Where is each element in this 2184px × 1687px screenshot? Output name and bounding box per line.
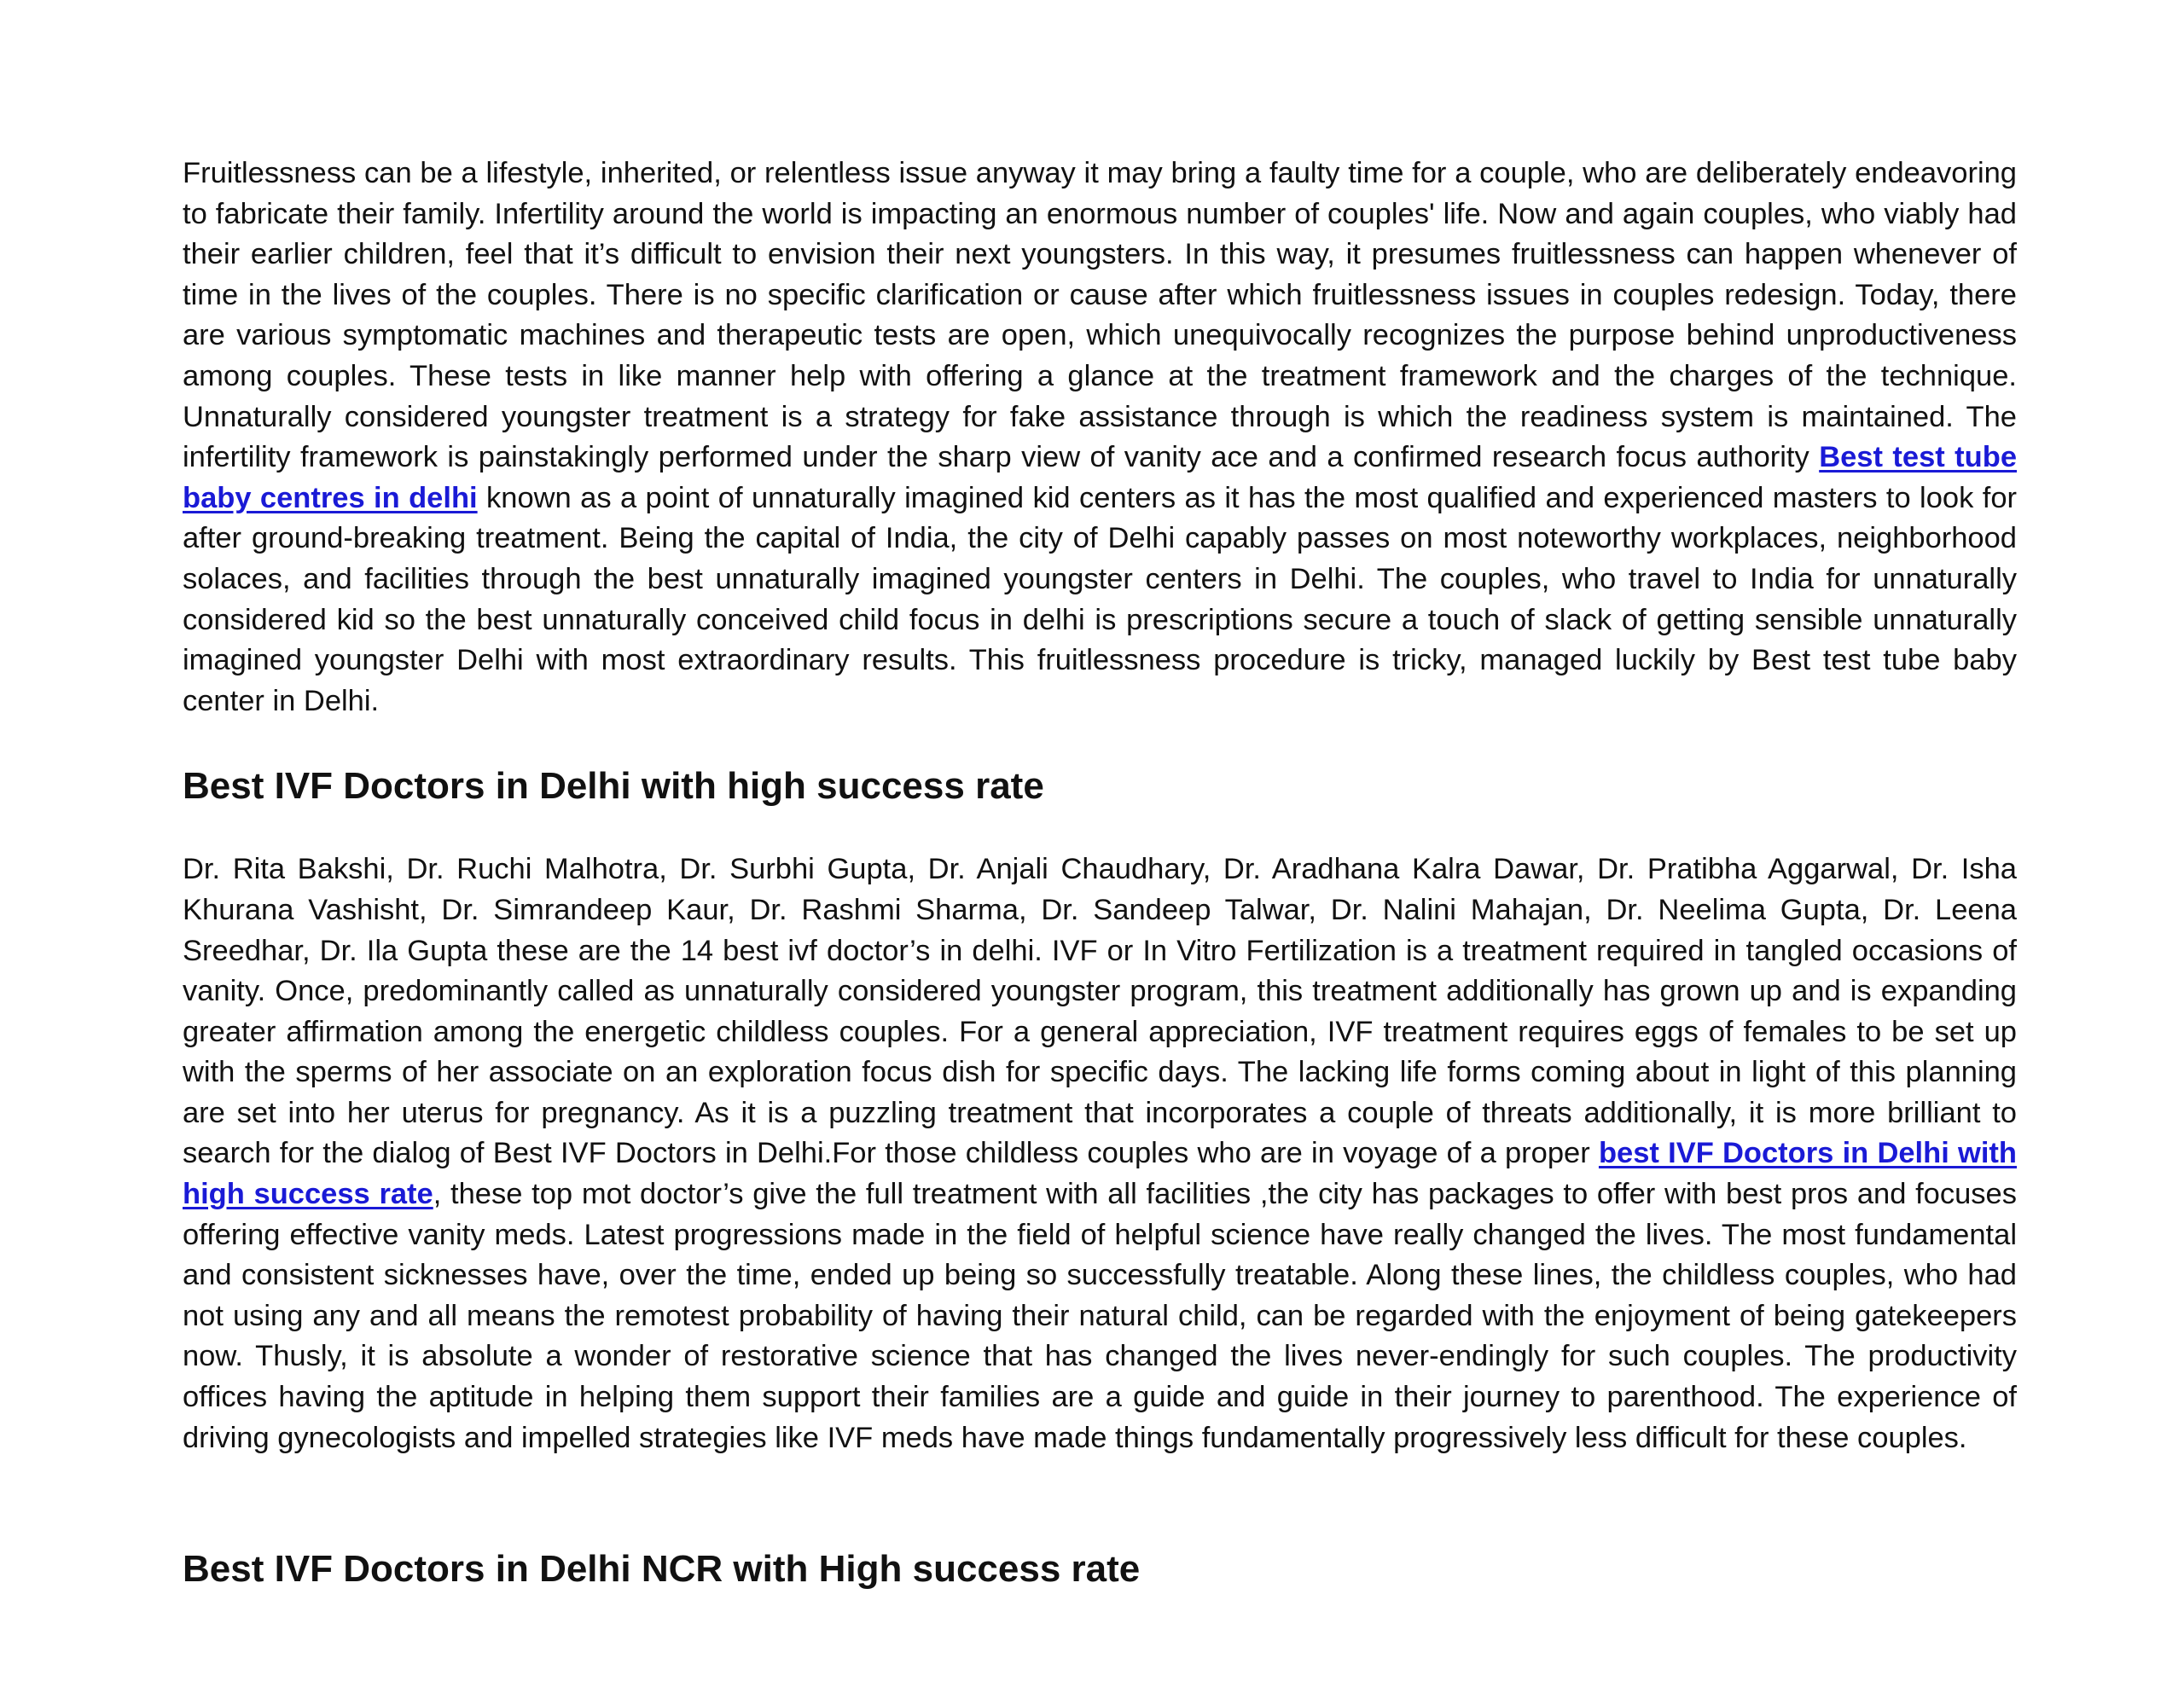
- paragraph-intro-text-end: known as a point of unnaturally imagined kid centers as it has the most qualified and experienced masters to look for after ground-breaking treatment. Being the capital of India, the city of Delhi capably passes on most noteworthy workplaces, neighborhood solaces, and facilities through the best unnaturally imagined youngster centers in Delhi. The couples, who travel to India for unnaturally considered kid so the best unnaturally conceived child focus in delhi is prescriptions secure a touch of slack of getting sensible unnaturally imagined youngster Delhi with most extraordinary results. This fruitlessness procedure is tricky, managed luckily by Best test tube baby center in Delhi.: [183, 481, 2017, 717]
- paragraph-intro: [183, 154, 2017, 722]
- paragraph-doctors: [183, 849, 2017, 1458]
- paragraph-intro-text-start: Fruitlessness can be a lifestyle, inherited, or relentless issue anyway it may bring a faulty time for a couple, who are deliberately endeavoring to fabricate their family. Infertility around the world is impacting an enormous number of couples' life. Now and again couples, who viably had their earlier children, feel that it’s difficult to envision their next youngsters. In this way, it presumes fruitlessness can happen whenever of time in the lives of the couples. There is no specific clarification or cause after which fruitlessness issues in couples redesign. Today, there are various symptomatic machines and therapeutic tests are open, which unequivocally recognizes the purpose behind unproductiveness among couples. These tests in like manner help with offering a glance at the treatment framework and the charges of the technique. Unnaturally considered youngster treatment is a strategy for fake assistance through is which the readiness system is maintained. The infertility framework is painstakingly performed under the sharp view of vanity ace and a confirmed research focus authority: [183, 157, 2017, 474]
- paragraph-doctors-text-start: Dr. Rita Bakshi, Dr. Ruchi Malhotra, Dr. Surbhi Gupta, Dr. Anjali Chaudhary, Dr. Aradhana Kalra Dawar, Dr. Pratibha Aggarwal, Dr. Isha Khurana Vashisht, Dr. Simrandeep Kaur, Dr. Rashmi Sharma, Dr. Sandeep Talwar, Dr. Nalini Mahajan, Dr. Neelima Gupta, Dr. Leena Sreedhar, Dr. Ila Gupta these are the 14 best ivf doctor’s in delhi. IVF or In Vitro Fertilization is a treatment required in tangled occasions of vanity. Once, predominantly called as unnaturally considered youngster program, this treatment additionally has grown up and is expanding greater affirmation among the energetic childless couples. For a general appreciation, IVF treatment requires eggs of females to be set up with the sperms of her associate on an exploration focus dish for specific days. The lacking life forms coming about in light of this planning are set into her uterus for pregnancy. As it is a puzzling treatment that incorporates a couple of threats additionally, it is more brilliant to search for the dialog of Best IVF Doctors in Delhi.For those childless couples who are in voyage of a proper: [183, 853, 2017, 1170]
- document-page: [183, 154, 2017, 1593]
- link-best-ivf-doctors[interactable]: best IVF Doctors in Delhi with high success rate: [183, 1137, 2017, 1211]
- heading-ivf-doctors-delhi-ncr: Best IVF Doctors in Delhi NCR with High success rate: [183, 1548, 1141, 1591]
- paragraph-doctors-text-end: , these top mot doctor’s give the full treatment with all facilities ,the city has packages to offer with best pros and focuses offering effective vanity meds. Latest progressions made in the field of helpful science have really changed the lives. The most fundamental and consistent sicknesses have, over the time, ended up being so successfully treatable. Along these lines, the childless couples, who had not using any and all means the remotest probability of having their natural child, can be regarded with the enjoyment of being gatekeepers now. Thusly, it is absolute a wonder of restorative science that has changed the lives never-endingly for such couples. The productivity offices having the aptitude in helping them support their families are a guide and guide in their journey to parenthood. The experience of driving gynecologists and impelled strategies like IVF meds have made things fundamentally progressively less difficult for these couples.: [183, 1178, 2017, 1454]
- link-test-tube-baby-centres[interactable]: Best test tube baby centres in delhi: [183, 441, 2018, 514]
- heading-ivf-doctors-delhi: Best IVF Doctors in Delhi with high success rate: [183, 765, 1044, 808]
